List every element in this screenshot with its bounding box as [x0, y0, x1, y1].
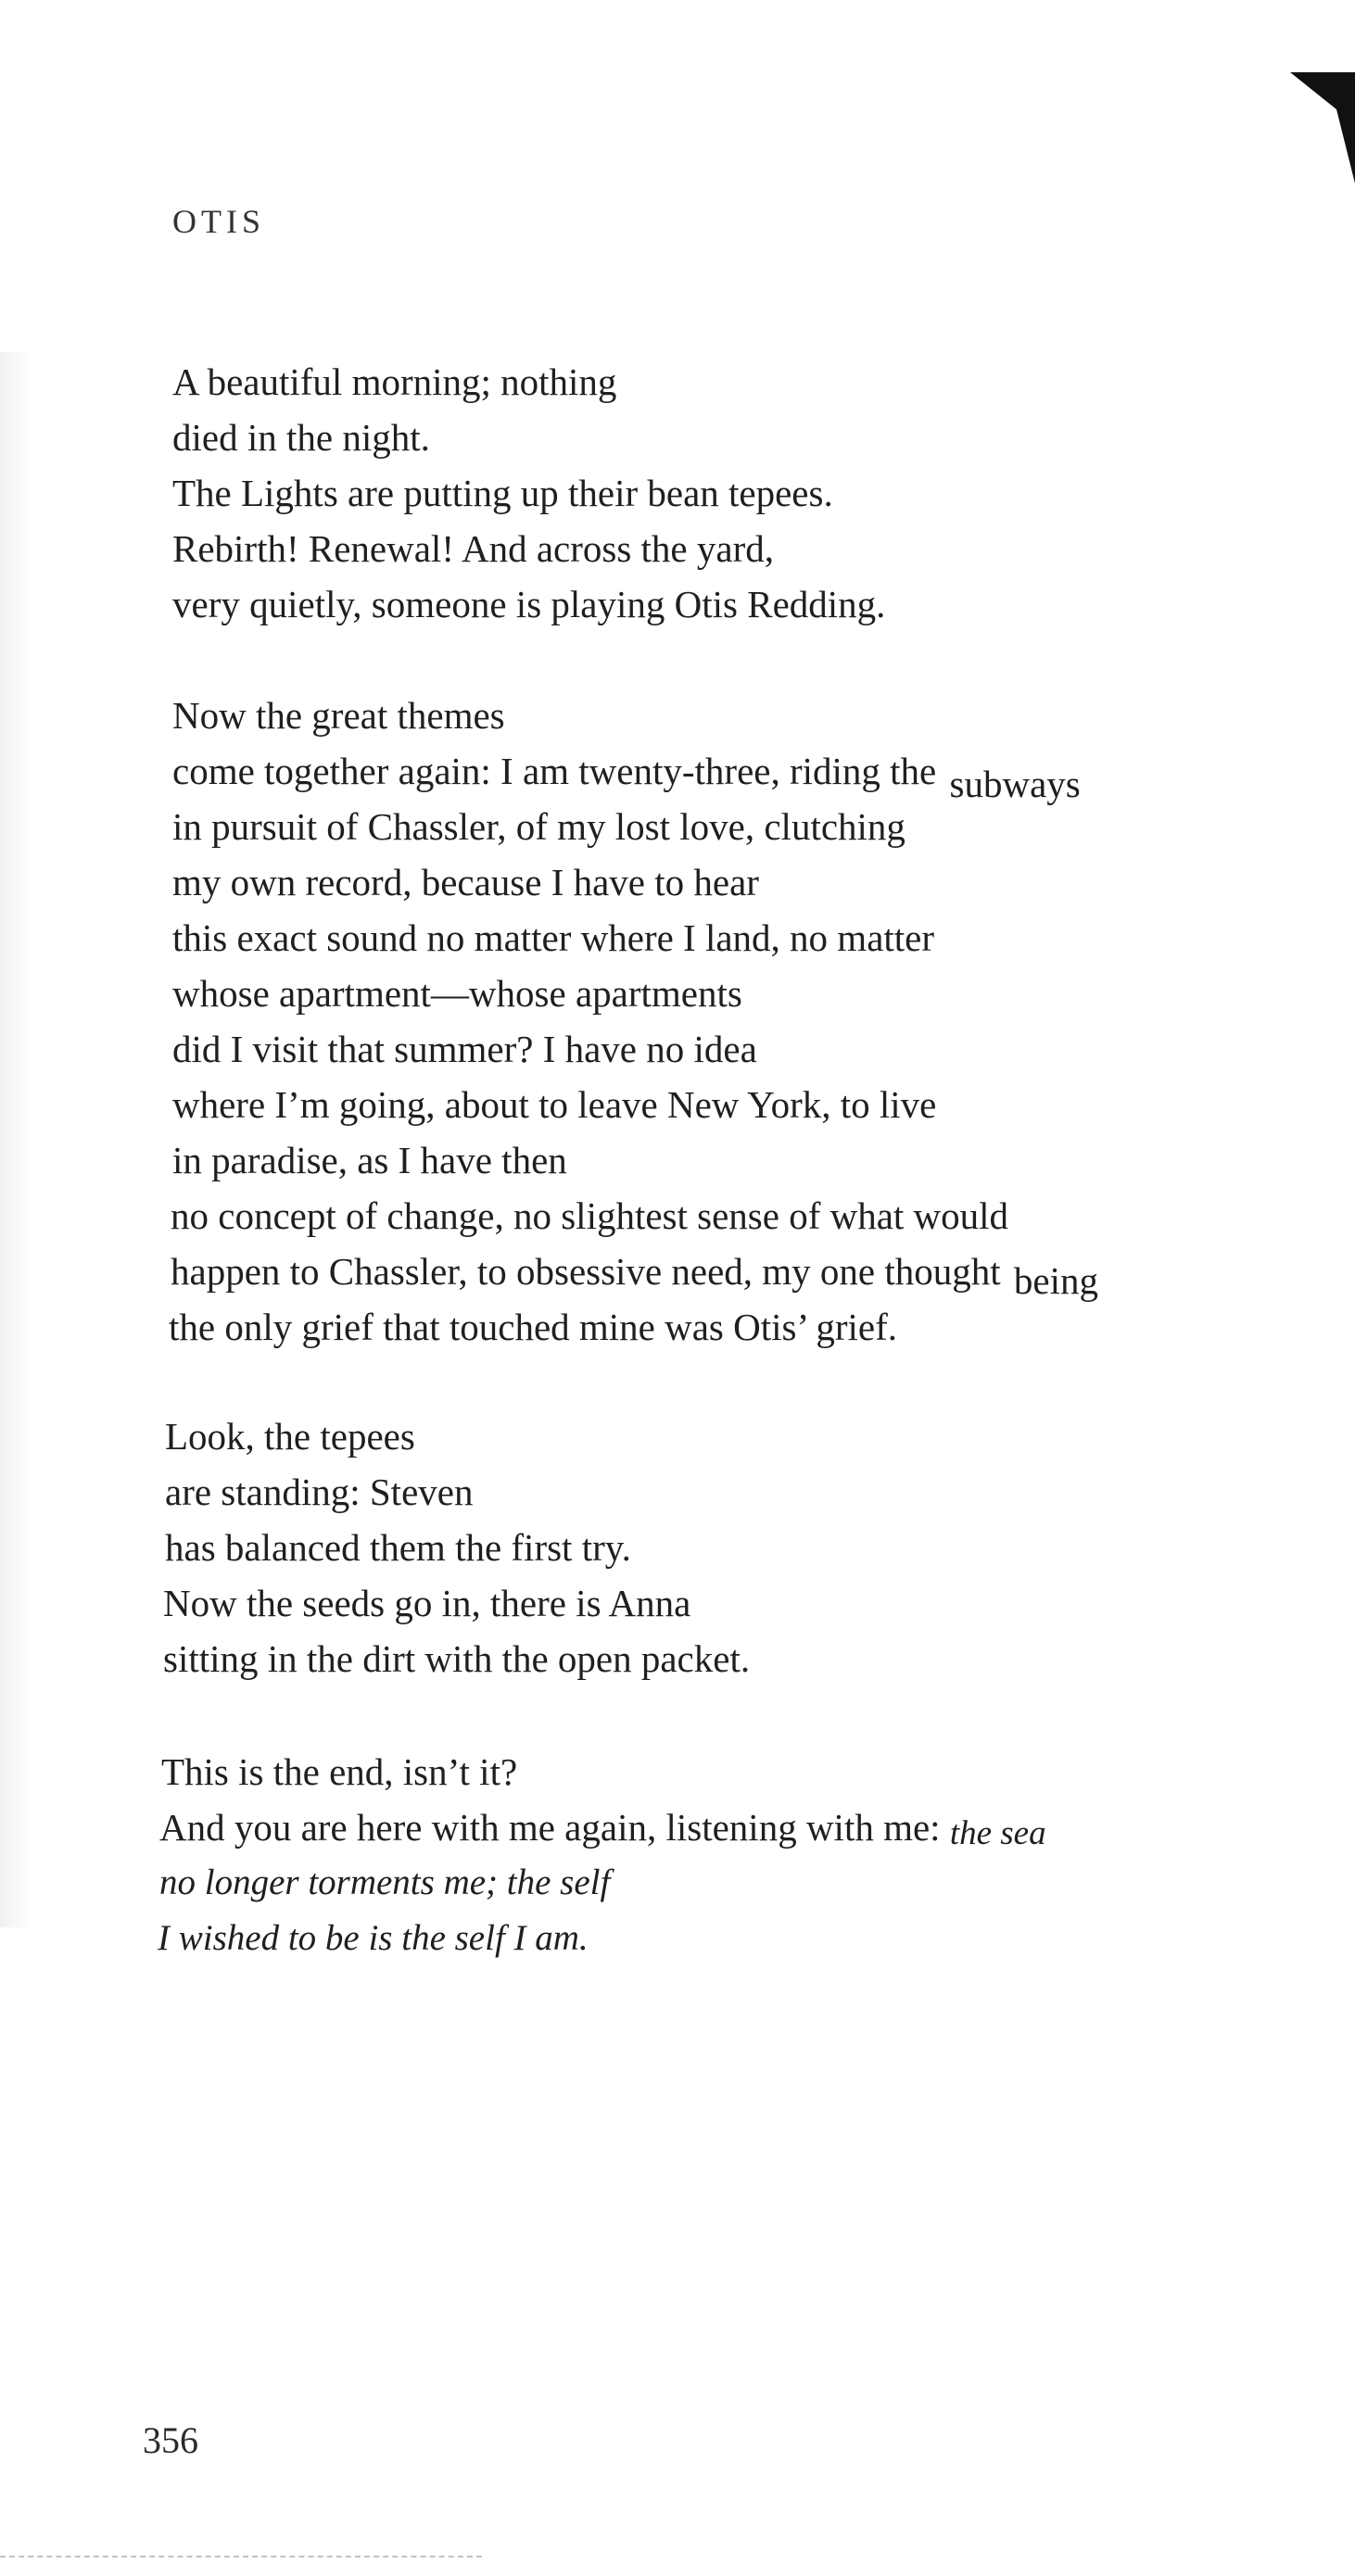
poem-line: sitting in the dirt with the open packet. [163, 1637, 751, 1680]
poem-line: Now the great themes [172, 694, 505, 737]
page-gutter-shadow [0, 352, 33, 1927]
poem-line: The Lights are putting up their bean tepees. [172, 472, 833, 514]
poem-line-italic-runover: the sea [949, 1814, 1046, 1852]
poem-line-text: And you are here with me again, listening with me: [159, 1806, 941, 1849]
poem-line: the only grief that touched mine was Otis’ grief. [169, 1306, 897, 1348]
poem-line: in pursuit of Chassler, of my lost love, clutching [172, 805, 905, 848]
corner-triangle-icon [1290, 72, 1355, 183]
page-number: 356 [143, 2419, 198, 2461]
poem-line: where I’m going, about to leave New York, to live [172, 1083, 937, 1126]
poem-line: are standing: Steven [165, 1471, 474, 1513]
poem-line: whose apartment—whose apartments [172, 972, 742, 1015]
poem-line: has balanced them the first try. [165, 1526, 631, 1569]
poem-line-text: come together again: I am twenty-three, riding the [172, 750, 937, 792]
poem-line-italic: I wished to be is the self I am. [158, 1918, 589, 1958]
poem-line: died in the night. [172, 416, 430, 459]
poem-line: very quietly, someone is playing Otis Redding. [172, 583, 886, 625]
poem-line-runover: subways [949, 763, 1081, 805]
poem-line-runover: being [1013, 1259, 1098, 1302]
poem-line: in paradise, as I have then [172, 1139, 567, 1181]
poem-line: Look, the tepees [165, 1415, 415, 1458]
poem-line-italic: no longer torments me; the self [159, 1863, 611, 1902]
poem-line: no concept of change, no slightest sense of what would [171, 1194, 1009, 1237]
poem-line: Rebirth! Renewal! And across the yard, [172, 527, 774, 570]
poem-title: OTIS [172, 203, 265, 240]
poem-line [159, 1806, 1046, 1852]
poem-line: This is the end, isn’t it? [161, 1750, 518, 1793]
poem-line-text: happen to Chassler, to obsessive need, my one thought [171, 1250, 1001, 1293]
poem-line [172, 750, 1081, 805]
poem-line: did I visit that summer? I have no idea [172, 1028, 757, 1070]
poem-line: this exact sound no matter where I land, no matter [172, 916, 935, 959]
poem-line: Now the seeds go in, there is Anna [163, 1582, 691, 1624]
poem-line: my own record, because I have to hear [172, 861, 759, 903]
poem-line: A beautiful morning; nothing [172, 360, 617, 403]
page-bottom-edge [0, 2554, 482, 2557]
poem-line [171, 1250, 1098, 1302]
